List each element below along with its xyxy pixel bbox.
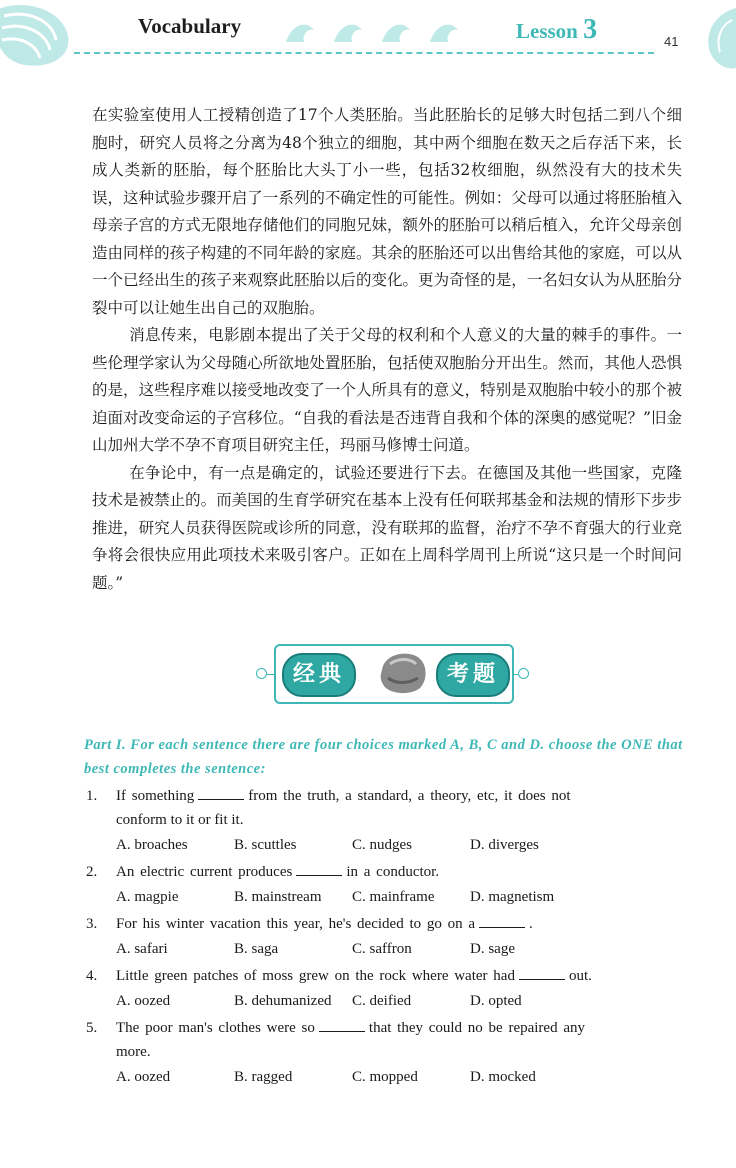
lesson-number: 3 bbox=[583, 14, 598, 45]
answer-option: C. saffron bbox=[352, 941, 412, 957]
header-divider bbox=[74, 52, 654, 54]
exercise-instruction: Part I. For each sentence there are four choices marked A, B, C and D. choose the ONE that best completes the sentence: bbox=[84, 737, 683, 777]
answer-option: C. nudges bbox=[352, 837, 412, 853]
question-line bbox=[86, 964, 686, 988]
lesson-title bbox=[516, 14, 597, 46]
question-text bbox=[116, 964, 686, 988]
banner-box bbox=[274, 644, 514, 704]
answer-option: B. dehumanized bbox=[234, 993, 332, 1009]
answer-option: A. broaches bbox=[116, 837, 188, 853]
question-number: 2. bbox=[86, 864, 98, 880]
question-item bbox=[86, 860, 686, 910]
rock-icon bbox=[376, 648, 430, 698]
answer-option: B. mainstream bbox=[234, 889, 322, 905]
answer-option: D. diverges bbox=[470, 837, 539, 853]
question-text bbox=[116, 860, 686, 884]
question-continuation: more. bbox=[116, 1044, 151, 1060]
question-text-after: that they could no be repaired any bbox=[368, 1020, 585, 1036]
question-line bbox=[86, 784, 686, 808]
answer-option: A. oozed bbox=[116, 1069, 171, 1085]
question-text-before: If something bbox=[116, 788, 195, 804]
answer-option: A. magpie bbox=[116, 889, 179, 905]
shell-decoration-icon bbox=[0, 2, 72, 72]
page-header bbox=[0, 0, 736, 80]
classic-exam-banner bbox=[252, 642, 534, 708]
answer-option: D. mocked bbox=[470, 1069, 536, 1085]
answer-option: A. safari bbox=[116, 941, 168, 957]
answer-option: B. ragged bbox=[234, 1069, 293, 1085]
answer-options bbox=[86, 884, 686, 910]
question-text-before: Little green patches of moss grew on the rock where water had bbox=[116, 968, 515, 984]
question-number: 1. bbox=[86, 788, 98, 804]
question-text bbox=[116, 912, 686, 936]
question-item bbox=[86, 912, 686, 962]
question-item bbox=[86, 964, 686, 1014]
question-text-before: The poor man's clothes were so bbox=[116, 1020, 315, 1036]
answer-blank bbox=[479, 915, 525, 928]
section-title: Vocabulary bbox=[138, 14, 242, 38]
paragraph: 在争论中，有一点是确定的，试验还要进行下去。在德国及其他一些国家，克隆技术是被禁止的。而美国的生育学研究在基本上没有任何联邦基金和法规的情形下步步推进，研究人员获得医院或诊所的同意，没有联邦的监督，治疗不孕不育强大的行业竞争将会很快应用此项技术来吸引客户。正如在上周科学周刊上所说“这只是一个时间问题。” bbox=[92, 463, 682, 592]
lesson-label: Lesson bbox=[516, 19, 578, 43]
banner-left-badge: 经典 bbox=[282, 653, 356, 697]
answer-option: C. mopped bbox=[352, 1069, 418, 1085]
answer-blank bbox=[296, 863, 342, 876]
answer-blank bbox=[198, 787, 244, 800]
answer-options bbox=[86, 1064, 686, 1090]
answer-options bbox=[86, 936, 686, 962]
wave-decoration-icon bbox=[282, 14, 482, 48]
question-item bbox=[86, 1016, 686, 1090]
shell-corner-icon bbox=[684, 8, 736, 72]
question-text-after: . bbox=[529, 916, 533, 932]
question-text-before: An electric current produces bbox=[116, 864, 293, 880]
answer-blank bbox=[319, 1019, 365, 1032]
question-line bbox=[86, 912, 686, 936]
answer-options bbox=[86, 988, 686, 1014]
question-line bbox=[86, 1016, 686, 1040]
answer-blank bbox=[519, 967, 565, 980]
question-item bbox=[86, 784, 686, 858]
article-body bbox=[92, 102, 682, 597]
answer-option: B. scuttles bbox=[234, 837, 297, 853]
question-number: 5. bbox=[86, 1020, 98, 1036]
question-line bbox=[86, 860, 686, 884]
answer-option: D. sage bbox=[470, 941, 515, 957]
page-number: 41 bbox=[664, 34, 679, 49]
question-text bbox=[116, 1016, 686, 1040]
answer-option: D. opted bbox=[470, 993, 522, 1009]
question-text-before: For his winter vacation this year, he's decided to go on a bbox=[116, 916, 476, 932]
answer-option: C. mainframe bbox=[352, 889, 435, 905]
question-text bbox=[116, 784, 686, 808]
question-continuation: conform to it or fit it. bbox=[116, 812, 244, 828]
question-text-after: out. bbox=[568, 968, 592, 984]
question-list bbox=[86, 784, 686, 1092]
answer-option: C. deified bbox=[352, 993, 412, 1009]
answer-option: A. oozed bbox=[116, 993, 171, 1009]
answer-option: B. saga bbox=[234, 941, 279, 957]
paragraph: 在实验室使用人工授精创造了17个人类胚胎。当此胚胎长的足够大时包括二到八个细胞时，研究人员将之分离为48个独立的细胞，其中两个细胞在数天之后存活下来，长成人类新的胚胎，每个胚胎比大头丁小一些，包括32枚细胞，纵然没有大的技术失误，这种试验步骤开启了一系列的不确定性的可能性。例如：父母可以通过将胚胎植入母亲子宫的方式无限地存储他们的同胞兄妹，额外的胚胎可以稍后植入，允许父母亲创造由同样的孩子构建的不同年龄的家庭。其余的胚胎还可以出售给其他的家庭，可以从一个已经出生的孩子来观察此胚胎以后的变化。更为奇怪的是，一名妇女认为从胚胎分裂中可以让她生出自己的双胞胎。 bbox=[92, 106, 682, 317]
question-text-after: in a conductor. bbox=[346, 864, 440, 880]
answer-options bbox=[86, 832, 686, 858]
question-text-after: from the truth, a standard, a theory, etc, it does not bbox=[248, 788, 571, 804]
banner-left-dot bbox=[256, 668, 267, 679]
banner-right-dot bbox=[518, 668, 529, 679]
banner-right-badge: 考题 bbox=[436, 653, 510, 697]
paragraph: 消息传来，电影剧本提出了关于父母的权利和个人意义的大量的棘手的事件。一些伦理学家认为父母随心所欲地处置胚胎，包括使双胞胎分开出生。然而，其他人恐惧的是，这些程序难以接受地改变了一个人所具有的意义，特别是双胞胎中较小的那个被迫面对改变命运的子宫移位。“自我的看法是否违背自我和个体的深奥的感觉呢？”旧金山加州大学不孕不育项目研究主任，玛丽马修博士问道。 bbox=[92, 326, 682, 454]
question-number: 3. bbox=[86, 916, 98, 932]
answer-option: D. magnetism bbox=[470, 889, 555, 905]
question-number: 4. bbox=[86, 968, 98, 984]
